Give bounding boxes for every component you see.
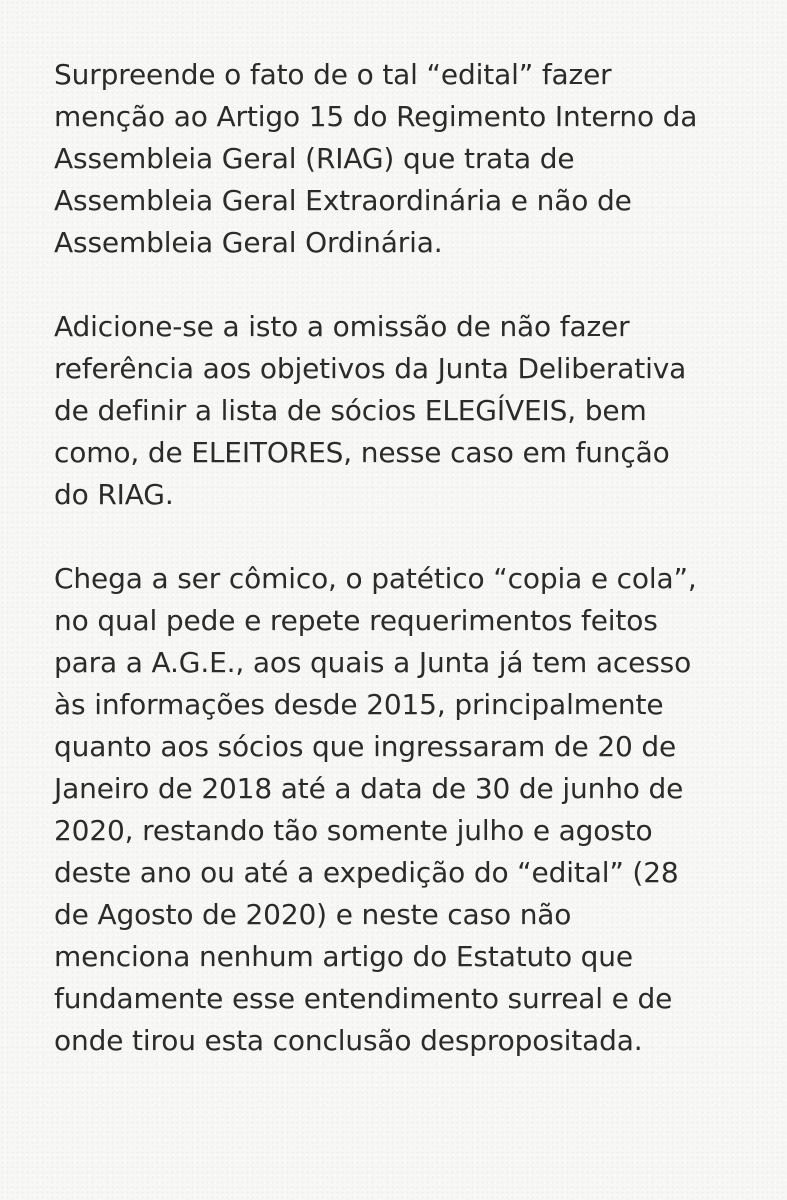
text-line: de definir a lista de sócios ELEGÍVEIS, bem bbox=[54, 394, 647, 427]
text-line: referência aos objetivos da Junta Deliberativa bbox=[54, 352, 687, 385]
text-line: deste ano ou até a expedição do “edital” (28 bbox=[54, 856, 679, 889]
paragraph-1 bbox=[54, 54, 754, 264]
text-line: Assembleia Geral Extraordinária e não de bbox=[54, 184, 632, 217]
text-line: Assembleia Geral (RIAG) que trata de bbox=[54, 142, 575, 175]
text-line: Adicione-se a isto a omissão de não fazer bbox=[54, 310, 630, 343]
text-line: Janeiro de 2018 até a data de 30 de junho de bbox=[54, 772, 684, 805]
text-line: no qual pede e repete requerimentos feitos bbox=[54, 604, 658, 637]
paragraph-spacer bbox=[54, 516, 754, 558]
text-line: às informações desde 2015, principalmente bbox=[54, 688, 664, 721]
text-line: menciona nenhum artigo do Estatuto que bbox=[54, 940, 633, 973]
paragraph-spacer bbox=[54, 264, 754, 306]
text-line: menção ao Artigo 15 do Regimento Interno da bbox=[54, 100, 698, 133]
text-line: quanto aos sócios que ingressaram de 20 de bbox=[54, 730, 677, 763]
text-line: fundamente esse entendimento surreal e de bbox=[54, 982, 673, 1015]
text-line: para a A.G.E., aos quais a Junta já tem acesso bbox=[54, 646, 692, 679]
paragraph-2 bbox=[54, 306, 754, 516]
paragraph-3 bbox=[54, 558, 754, 1062]
text-line: Assembleia Geral Ordinária. bbox=[54, 226, 443, 259]
text-line: Surpreende o fato de o tal “edital” fazer bbox=[54, 58, 612, 91]
text-line: como, de ELEITORES, nesse caso em função bbox=[54, 436, 670, 469]
text-line: Chega a ser cômico, o patético “copia e cola”, bbox=[54, 562, 697, 595]
note-body bbox=[54, 54, 754, 1062]
text-line: do RIAG. bbox=[54, 478, 174, 511]
text-line: de Agosto de 2020) e neste caso não bbox=[54, 898, 572, 931]
text-line: onde tirou esta conclusão despropositada. bbox=[54, 1024, 643, 1057]
text-line: 2020, restando tão somente julho e agosto bbox=[54, 814, 653, 847]
